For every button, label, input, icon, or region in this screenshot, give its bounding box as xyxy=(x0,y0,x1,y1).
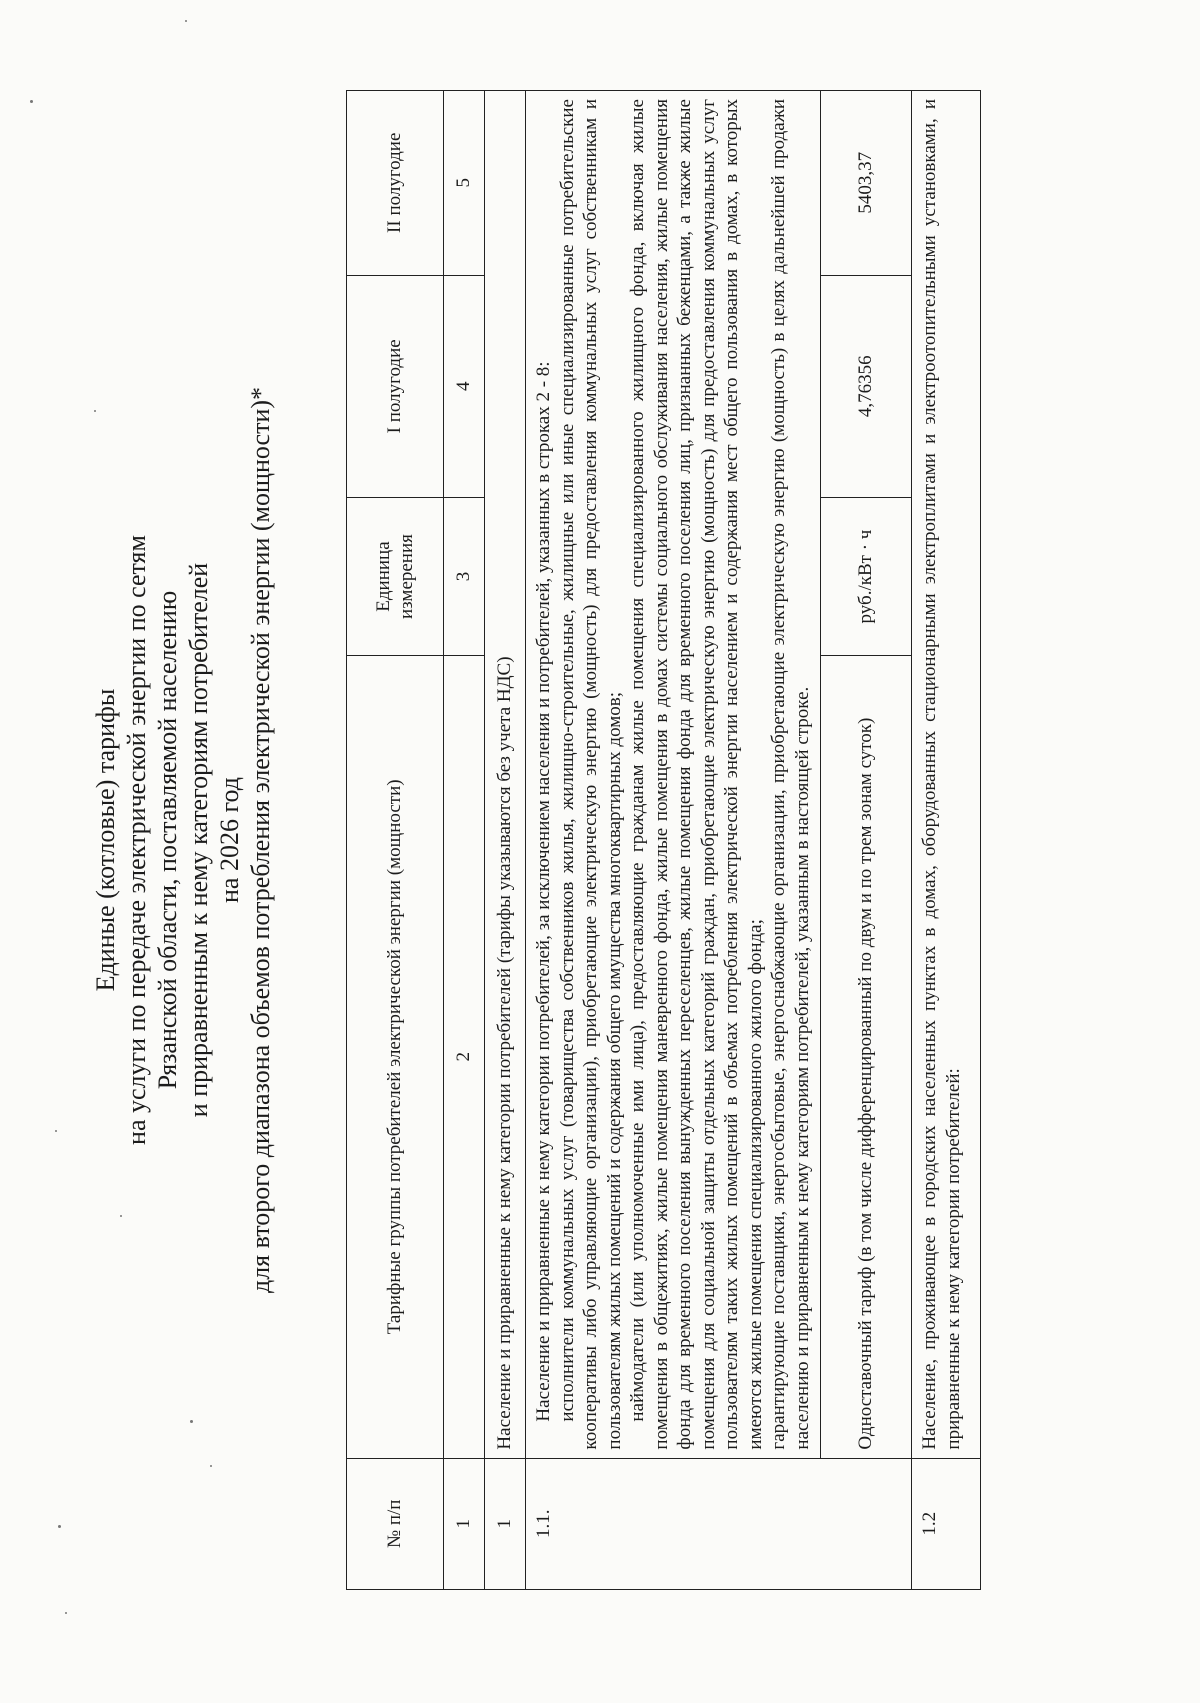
scan-speck xyxy=(30,100,33,103)
description-paragraph: Население, проживающее в городских населенных пунктах в домах, оборудованных стационарными электроплитами и электроотопительными установками, и приравненные к нему категории потребителей: xyxy=(919,99,964,1450)
column-number: 2 xyxy=(444,656,485,1459)
tariff-name: Одноставочный тариф (в том числе дифференцированный по двум и по трем зонам суток) xyxy=(821,656,912,1459)
column-number: 5 xyxy=(444,91,485,276)
row-description xyxy=(912,91,981,1459)
column-number: 4 xyxy=(444,275,485,498)
table-row xyxy=(526,91,821,1590)
row-description xyxy=(526,91,821,1459)
title-line: на услуги по передаче электрической энергии по сетям xyxy=(122,535,151,1145)
column-numbers-row xyxy=(444,91,485,1590)
section-row xyxy=(485,91,526,1590)
scan-speck xyxy=(55,1130,57,1132)
description-paragraph: Население и приравненные к нему категории потребителей, за исключением населения и потребителей, указанных в строках 2 - 8: xyxy=(533,361,554,1422)
description-paragraph: наймодатели (или уполномоченные ими лица), предоставляющие гражданам жилые помещения специализированного жилищного фонда, включая жилые помещения в общежитиях, жилые помещения маневренного фонда, жилые помещения в домах системы социального обслуживания населения, жилые помещения фонда для временного поселения вынужденных переселенцев, жилые помещения фонда для временного поселения лиц, признанных беженцами, а также жилые помещения для социальной защиты отдельных категорий граждан, приобретающие электрическую энергию (мощность) для предоставления коммунальных услуг пользователям таких жилых помещений в объемах потребления электрической энергии населением и содержания мест общего пользования в домах, в которых имеются жилые помещения специализированного жилого фонда; xyxy=(627,99,766,1450)
rotated-page-content xyxy=(90,90,1180,1590)
header-first-half: I полугодие xyxy=(347,275,444,498)
tariff-row xyxy=(821,91,912,1590)
tariff-second-half-value: 5403,37 xyxy=(821,91,912,276)
column-number: 3 xyxy=(444,498,485,656)
section-title: Население и приравненные к нему категории потребителей (тарифы указываются без учета НДС) xyxy=(485,91,526,1459)
description-paragraph: гарантирующие поставщики, энергосбытовые, энергоснабжающие организации, приобретающие электрическую энергию (мощность) в целях дальнейшей продажи населению и приравненным к нему категориям потребителей, указанным в настоящей строке. xyxy=(768,99,813,1450)
scan-speck xyxy=(58,1525,61,1528)
table-header-row xyxy=(347,91,444,1590)
scan-speck xyxy=(185,20,187,22)
header-num: № п/п xyxy=(347,1458,444,1589)
header-tariff-groups: Тарифные группы потребителей электрической энергии (мощности) xyxy=(347,656,444,1459)
title-line: Рязанской области, поставляемой населению xyxy=(153,590,182,1090)
tariff-table xyxy=(346,90,981,1590)
header-unit: Единица измерения xyxy=(347,498,444,656)
tariff-unit: руб./кВт · ч xyxy=(821,498,912,656)
title-line: Единые (котловые) тарифы xyxy=(91,688,120,992)
description-paragraph: исполнители коммунальных услуг (товарищества собственников жилья, жилищно-строительные, жилищные или иные специализированные потребительские кооперативы либо управляющие организации), приобретающие электрическую энергию (мощность) для предоставления коммунальных услуг собственникам и пользователям жилых помещений и содержания общего имущества многоквартирных домов; xyxy=(556,99,625,1450)
row-number: 1.2 xyxy=(912,1458,981,1589)
title-line: и приравненным к нему категориям потребителей xyxy=(184,562,213,1118)
section-number: 1 xyxy=(485,1458,526,1589)
tariff-first-half-value: 4,76356 xyxy=(821,275,912,498)
row-number: 1.1. xyxy=(526,1458,912,1589)
title-line: на 2026 год xyxy=(215,777,244,903)
title-line: для второго диапазона объемов потребления электрической энергии (мощности)* xyxy=(246,386,275,1294)
scan-speck xyxy=(65,1612,67,1614)
column-number: 1 xyxy=(444,1458,485,1589)
table-row xyxy=(912,91,981,1590)
document-title xyxy=(90,90,300,1590)
header-second-half: II полугодие xyxy=(347,91,444,276)
